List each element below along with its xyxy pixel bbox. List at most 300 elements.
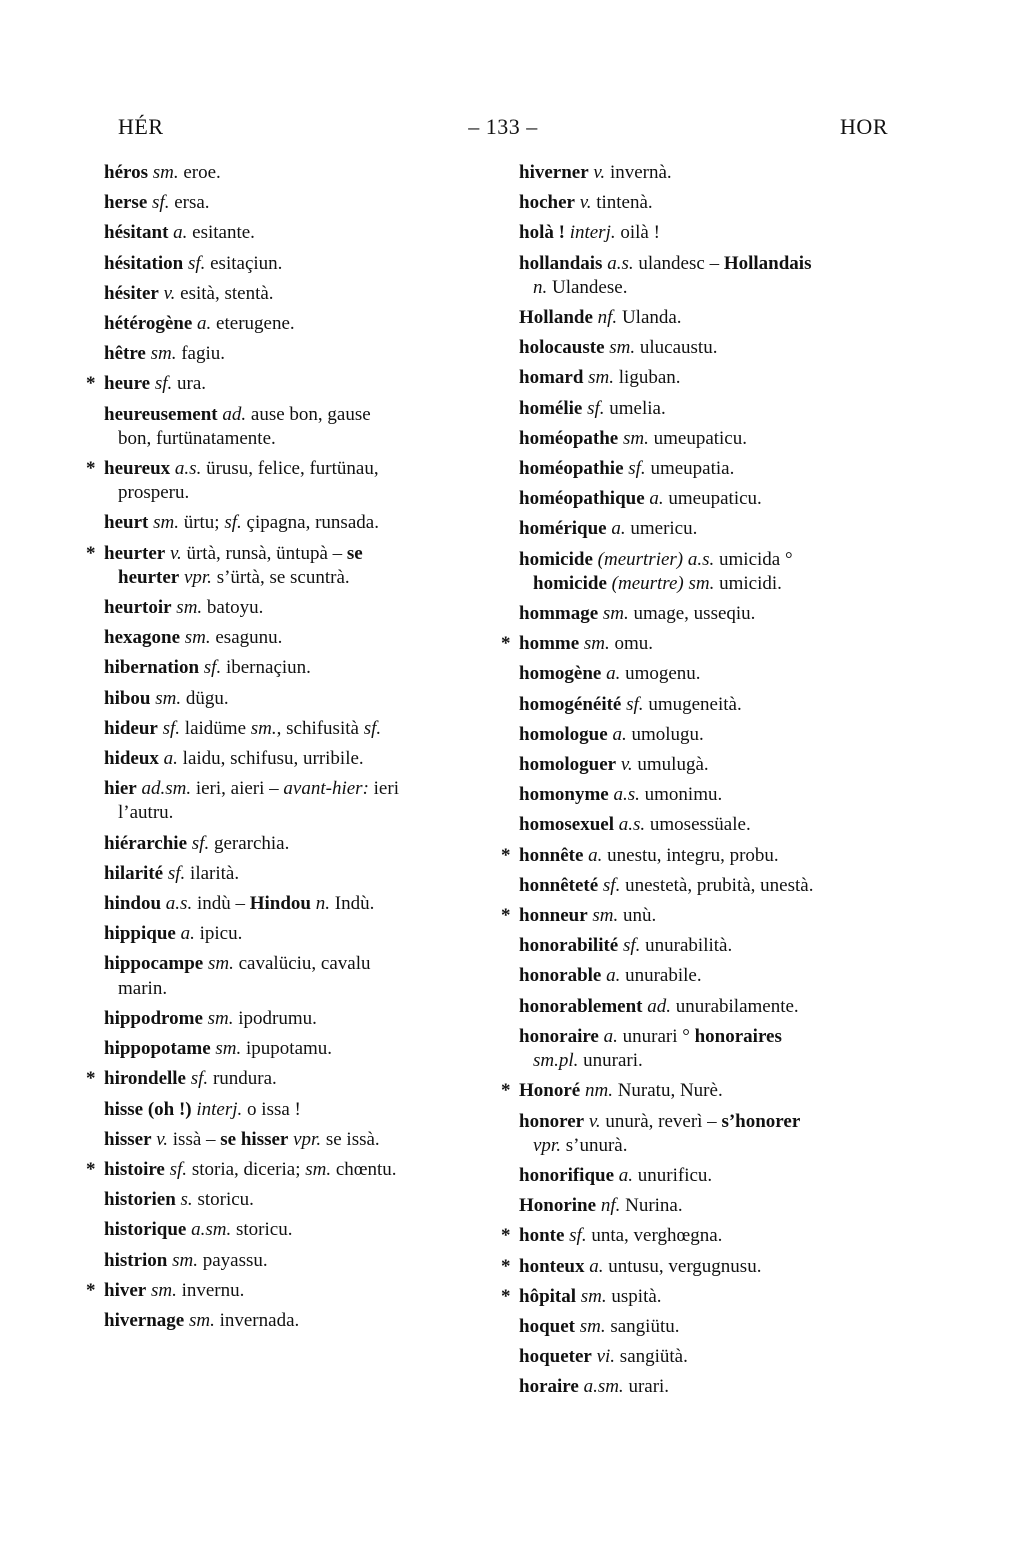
entry-line xyxy=(519,754,709,775)
translation: indù – xyxy=(192,893,250,915)
dictionary-entry xyxy=(104,158,474,188)
headword: heureusement xyxy=(104,403,218,425)
grammar-label: sf. xyxy=(582,397,605,419)
headword: heureux xyxy=(104,458,171,480)
translation: uspità. xyxy=(606,1285,662,1307)
dictionary-entry xyxy=(104,1215,474,1245)
dictionary-entry xyxy=(86,369,474,399)
entry-line xyxy=(104,543,363,564)
dictionary-entry xyxy=(519,961,889,991)
translation: Nurina. xyxy=(620,1195,683,1217)
translation: l’autru. xyxy=(118,802,174,824)
translation: çipagna, runsada. xyxy=(241,512,379,534)
page-number: – 133 – xyxy=(468,114,538,139)
entry-line xyxy=(104,283,274,304)
headword: homonyme xyxy=(519,784,609,806)
translation: rundura. xyxy=(208,1068,277,1090)
headword: hisser xyxy=(104,1128,152,1150)
entry-line xyxy=(519,814,751,835)
entry-line xyxy=(104,893,374,914)
entry-continuation xyxy=(104,563,474,593)
entry-line xyxy=(519,845,779,866)
dictionary-entry xyxy=(501,1221,889,1251)
entry-line xyxy=(519,307,682,328)
entry-line xyxy=(519,549,793,570)
headword: s’honorer xyxy=(721,1110,801,1132)
grammar-label: v. xyxy=(574,192,592,214)
dictionary-entry xyxy=(104,949,474,1003)
translation: umugeneità. xyxy=(643,693,742,715)
entry-line xyxy=(104,833,289,854)
translation: fagiu. xyxy=(176,343,226,365)
entry-line xyxy=(104,718,381,739)
grammar-label: sf. xyxy=(183,252,206,274)
headword: hisse (oh !) xyxy=(104,1098,192,1120)
headword: héros xyxy=(104,162,148,183)
dictionary-entry xyxy=(519,871,889,901)
headword: hiérarchie xyxy=(104,832,188,854)
headword: hilarité xyxy=(104,862,164,884)
headword: hocher xyxy=(519,192,575,214)
entry-line xyxy=(104,373,206,394)
entry-line xyxy=(104,1008,317,1029)
headword: Honoré xyxy=(519,1080,581,1102)
grammar-label: a. xyxy=(584,1255,604,1277)
headword: Hollande xyxy=(519,307,593,329)
headword: hindou xyxy=(104,893,162,915)
grammar-label: sm. xyxy=(167,1249,198,1271)
entry-continuation xyxy=(519,1131,889,1161)
header-right-guide-word: HOR xyxy=(840,114,888,139)
headword: heurt xyxy=(104,512,149,534)
header-left-guide-word: HÉR xyxy=(118,114,164,139)
grammar-label: sm. xyxy=(148,512,179,534)
headword: honneur xyxy=(519,905,588,927)
entry-continuation xyxy=(104,974,474,1004)
translation: marin. xyxy=(118,977,168,999)
dictionary-entry xyxy=(104,339,474,369)
grammar-label: sf. xyxy=(150,373,173,395)
grammar-label: a. xyxy=(614,1164,634,1186)
grammar-label: v. xyxy=(584,1110,601,1132)
headword: heurter xyxy=(104,542,166,564)
grammar-label: interj. xyxy=(564,222,616,244)
grammar-label: sf. xyxy=(598,874,621,896)
translation: unta, verghœgna. xyxy=(586,1225,723,1247)
asterisk-marker: * xyxy=(86,1158,96,1180)
entry-line xyxy=(104,222,255,243)
entry-line xyxy=(104,458,379,479)
grammar-label: v. xyxy=(588,162,606,183)
entry-line xyxy=(104,1159,397,1180)
translation: umolugu. xyxy=(626,723,704,745)
grammar-label: sf. xyxy=(618,935,641,957)
translation: unurificu. xyxy=(633,1164,713,1186)
entry-line xyxy=(104,1280,244,1301)
entry-line xyxy=(104,923,242,944)
entry-line xyxy=(519,222,660,243)
entry-line xyxy=(104,863,239,884)
entry-line xyxy=(519,1286,662,1307)
grammar-label: sf. xyxy=(564,1225,587,1247)
grammar-label: sf. xyxy=(621,693,644,715)
grammar-label: sf. xyxy=(363,717,382,739)
dictionary-entry xyxy=(104,774,474,828)
translation: cavalüciu, cavalu xyxy=(233,953,371,975)
grammar-label: sm. xyxy=(171,597,203,619)
translation: unurabile. xyxy=(620,965,702,987)
dictionary-entry xyxy=(104,593,474,623)
grammar-label: sm. xyxy=(210,1038,242,1060)
dictionary-entry xyxy=(519,514,889,544)
grammar-label: a. xyxy=(192,313,212,335)
translation: Ulandese. xyxy=(547,276,628,298)
headword: histrion xyxy=(104,1249,168,1271)
entry-line xyxy=(104,748,364,769)
grammar-label: a. xyxy=(175,923,195,945)
translation: laidu, schifusu, urribile. xyxy=(177,748,364,770)
entry-line xyxy=(104,313,295,334)
translation: untusu, vergugnusu. xyxy=(603,1255,762,1277)
headword: homogène xyxy=(519,663,602,685)
headword: honteux xyxy=(519,1255,585,1277)
headword: Honorine xyxy=(519,1195,597,1217)
grammar-label: a. xyxy=(168,222,188,244)
entry-line xyxy=(519,1346,688,1367)
translation: ürtà, runsà, üntupà – xyxy=(181,542,347,564)
headword: homard xyxy=(519,367,584,389)
headword: homéopathe xyxy=(519,427,619,449)
grammar-label: sf. xyxy=(199,657,222,679)
dictionary-entry xyxy=(104,684,474,714)
entry-line xyxy=(519,724,704,745)
entry-line xyxy=(519,1111,800,1132)
dictionary-entry xyxy=(519,1372,889,1402)
grammar-label: (meurtre) sm. xyxy=(606,572,715,594)
dictionary-entry xyxy=(104,919,474,949)
entry-line xyxy=(519,192,653,213)
translation: payassu. xyxy=(197,1249,268,1271)
dictionary-entry xyxy=(519,424,889,454)
translation: umeupatia. xyxy=(645,458,735,480)
asterisk-marker: * xyxy=(501,844,511,866)
grammar-label: sf. xyxy=(623,458,646,480)
dictionary-entry xyxy=(519,750,889,780)
headword: hideur xyxy=(104,717,158,739)
entry-continuation xyxy=(104,478,474,508)
dictionary-entry xyxy=(519,158,889,188)
dictionary-entry xyxy=(519,484,889,514)
translation: storicu. xyxy=(192,1189,254,1211)
grammar-label: sm. xyxy=(145,343,177,365)
asterisk-marker: * xyxy=(501,905,511,927)
entry-line xyxy=(104,953,371,974)
entry-line xyxy=(104,1129,380,1150)
translation: umicida ° xyxy=(714,548,793,570)
headword: honorifique xyxy=(519,1164,615,1186)
dictionary-entry xyxy=(86,1155,474,1185)
grammar-label: sm. xyxy=(146,1279,177,1301)
entry-line xyxy=(104,1250,268,1271)
translation: Indù. xyxy=(330,893,375,915)
asterisk-marker: * xyxy=(501,1080,511,1102)
headword: historien xyxy=(104,1189,176,1211)
entry-continuation xyxy=(104,424,474,454)
translation: ibernaçiun. xyxy=(221,657,311,679)
dictionary-entry xyxy=(519,1022,889,1076)
translation: prosperu. xyxy=(118,482,190,504)
grammar-label: sf. xyxy=(224,512,242,534)
grammar-label: vpr. xyxy=(533,1134,561,1156)
entry-line xyxy=(104,192,210,213)
dictionary-entry xyxy=(519,810,889,840)
entry-line xyxy=(104,1219,292,1240)
headword: hésitation xyxy=(104,252,184,274)
translation: gerarchia. xyxy=(209,832,290,854)
headword: hollandais xyxy=(519,252,603,274)
dictionary-entry xyxy=(104,1095,474,1125)
grammar-label: nm. xyxy=(580,1080,613,1102)
headword: holà ! xyxy=(519,222,565,244)
headword: homologuer xyxy=(519,754,617,776)
grammar-label: a. xyxy=(598,1025,618,1047)
dictionary-entry xyxy=(519,1312,889,1342)
entry-line xyxy=(519,337,717,358)
translation: invernà. xyxy=(605,162,672,183)
headword: hoqueter xyxy=(519,1346,592,1368)
translation: ieri, aieri – xyxy=(191,778,284,800)
entry-line xyxy=(519,905,656,926)
translation: esità, stentà. xyxy=(175,282,274,304)
dictionary-entry xyxy=(501,901,889,931)
translation: ürusu, felice, furtünau, xyxy=(201,458,379,480)
entry-line xyxy=(519,398,666,419)
translation: unurà, reverì – xyxy=(600,1110,722,1132)
translation: omu. xyxy=(609,633,654,655)
translation: esitaçiun. xyxy=(205,252,283,274)
entry-line xyxy=(519,518,697,539)
entry-continuation xyxy=(519,273,889,303)
entry-line xyxy=(519,996,799,1017)
asterisk-marker: * xyxy=(86,373,96,395)
grammar-label: vi. xyxy=(591,1346,616,1368)
headword: Hindou xyxy=(249,893,311,915)
asterisk-marker: * xyxy=(501,633,511,655)
entry-line xyxy=(519,1225,722,1246)
grammar-label: ad.sm. xyxy=(136,778,192,800)
grammar-label: interj. xyxy=(191,1098,243,1120)
headword: hier xyxy=(104,778,137,800)
grammar-label: a. xyxy=(601,965,621,987)
translation: batoyu. xyxy=(202,597,264,619)
entry-line xyxy=(519,965,702,986)
grammar-label: (meurtrier) a.s. xyxy=(592,548,715,570)
headword: homicide xyxy=(533,572,607,594)
grammar-label: sf. xyxy=(163,862,186,884)
dictionary-entry xyxy=(104,400,474,454)
grammar-label: nf. xyxy=(596,1195,621,1217)
grammar-label: vpr. xyxy=(288,1128,322,1150)
entry-line xyxy=(519,367,681,388)
headword: Hollandais xyxy=(723,252,812,274)
entry-continuation xyxy=(104,798,474,828)
left-column xyxy=(86,158,474,1336)
entry-line xyxy=(104,512,379,533)
translation: dügu. xyxy=(181,687,229,709)
dictionary-entry xyxy=(519,690,889,720)
grammar-label: sm. xyxy=(579,633,610,655)
right-column xyxy=(501,158,889,1403)
dictionary-entry xyxy=(519,545,889,599)
translation: unù. xyxy=(618,905,657,927)
entry-line xyxy=(104,688,229,709)
grammar-label: a.sm. xyxy=(186,1219,232,1241)
dictionary-entry xyxy=(104,744,474,774)
grammar-label: a. xyxy=(601,663,621,685)
translation: unurari. xyxy=(578,1050,643,1072)
entry-line xyxy=(519,428,747,449)
asterisk-marker: * xyxy=(86,1279,96,1301)
grammar-label: sm. xyxy=(598,603,629,625)
entry-line xyxy=(104,343,225,364)
translation: umage, usseqiu. xyxy=(628,603,756,625)
entry-line xyxy=(519,1195,683,1216)
entry-line xyxy=(519,784,722,805)
grammar-label: sm. xyxy=(574,1315,606,1337)
grammar-label: n. xyxy=(533,276,548,298)
translation: umulugà. xyxy=(632,754,709,776)
dictionary-entry xyxy=(519,188,889,218)
entry-line xyxy=(519,458,734,479)
entry-line xyxy=(519,1026,782,1047)
translation: urari. xyxy=(623,1376,670,1398)
grammar-label: a. xyxy=(607,723,627,745)
grammar-label: v. xyxy=(158,282,176,304)
dictionary-entry xyxy=(519,720,889,750)
translation: umicidi. xyxy=(714,572,782,594)
dictionary-entry xyxy=(104,1034,474,1064)
entry-line xyxy=(519,162,672,183)
headword: hirondelle xyxy=(104,1068,186,1090)
asterisk-marker: * xyxy=(501,1285,511,1307)
headword: honte xyxy=(519,1225,565,1247)
translation: esitante. xyxy=(187,222,255,244)
headword: homérique xyxy=(519,518,607,540)
dictionary-entry xyxy=(104,623,474,653)
headword: honoraires xyxy=(694,1025,782,1047)
dictionary-entry xyxy=(86,1276,474,1306)
entry-line xyxy=(519,253,811,274)
grammar-label: sm. xyxy=(583,367,615,389)
grammar-label: sm. xyxy=(203,953,234,975)
headword: hibernation xyxy=(104,657,200,679)
headword: historique xyxy=(104,1219,187,1241)
grammar-label: sm. xyxy=(604,337,636,359)
grammar-label: a.s. xyxy=(614,814,646,836)
entry-line xyxy=(519,1080,723,1101)
headword: homme xyxy=(519,633,580,655)
headword: hiver xyxy=(104,1279,147,1301)
entry-line xyxy=(104,1310,299,1331)
headword: hippodrome xyxy=(104,1007,203,1029)
dictionary-entry xyxy=(501,1252,889,1282)
translation: ulandesc – xyxy=(633,252,724,274)
headword: homicide xyxy=(519,548,593,570)
grammar-label: sf. xyxy=(157,717,181,739)
translation: esagunu. xyxy=(210,627,283,649)
headword: hideux xyxy=(104,748,159,770)
dictionary-entry xyxy=(86,1064,474,1094)
dictionary-entry xyxy=(519,780,889,810)
entry-line xyxy=(104,162,221,183)
translation: s’ürtà, se scuntrà. xyxy=(211,566,350,588)
entry-line xyxy=(519,935,732,956)
grammar-label: v. xyxy=(151,1128,169,1150)
grammar-label: s. xyxy=(175,1189,193,1211)
grammar-label: a. xyxy=(644,488,664,510)
grammar-label: sm. xyxy=(150,687,182,709)
grammar-label: sm. xyxy=(147,162,179,183)
grammar-label: sm. xyxy=(180,627,211,649)
grammar-label: vpr. xyxy=(179,566,212,588)
entry-line xyxy=(104,1189,254,1210)
translation: issà – xyxy=(168,1128,221,1150)
grammar-label: n. xyxy=(311,893,330,915)
headword: homélie xyxy=(519,397,583,419)
translation: unestu, integru, probu. xyxy=(602,844,779,866)
grammar-label: v. xyxy=(165,542,182,564)
grammar-label: a.s. xyxy=(161,893,193,915)
dictionary-entry xyxy=(519,1161,889,1191)
headword: hésiter xyxy=(104,282,159,304)
translation: sangiütu. xyxy=(605,1315,680,1337)
headword: hexagone xyxy=(104,627,180,649)
grammar-label: sf. xyxy=(186,1068,209,1090)
grammar-label: a.s. xyxy=(608,784,640,806)
translation: ersa. xyxy=(169,192,210,214)
translation: unurabilamente. xyxy=(671,995,799,1017)
headword: hivernage xyxy=(104,1309,185,1331)
translation: ipodrumu. xyxy=(233,1007,317,1029)
translation: Nuratu, Nurè. xyxy=(612,1080,723,1102)
dictionary-entry xyxy=(104,653,474,683)
dictionary-entry xyxy=(104,859,474,889)
entry-continuation xyxy=(519,1046,889,1076)
translation: unestetà, prubità, unestà. xyxy=(620,874,814,896)
translation: ura. xyxy=(172,373,207,395)
grammar-label: avant-hier: xyxy=(283,778,369,800)
translation: storicu. xyxy=(231,1219,293,1241)
grammar-label: a.s. xyxy=(170,458,202,480)
translation: chœntu. xyxy=(331,1158,397,1180)
translation: eroe. xyxy=(178,162,221,183)
translation: tintenà. xyxy=(591,192,653,214)
headword: honoraire xyxy=(519,1025,599,1047)
dictionary-entry xyxy=(104,1185,474,1215)
asterisk-marker: * xyxy=(501,1255,511,1277)
dictionary-entry xyxy=(104,714,474,744)
headword: homogénéité xyxy=(519,693,622,715)
translation: eterugene. xyxy=(211,313,295,335)
translation: umosessüale. xyxy=(645,814,751,836)
headword: hétérogène xyxy=(104,313,193,335)
headword: homéopathie xyxy=(519,458,624,480)
translation: invernu. xyxy=(176,1279,245,1301)
dictionary-entry xyxy=(86,539,474,593)
translation: ürtu; xyxy=(178,512,225,534)
headword: homéopathique xyxy=(519,488,645,510)
dictionary-entry xyxy=(519,1107,889,1161)
